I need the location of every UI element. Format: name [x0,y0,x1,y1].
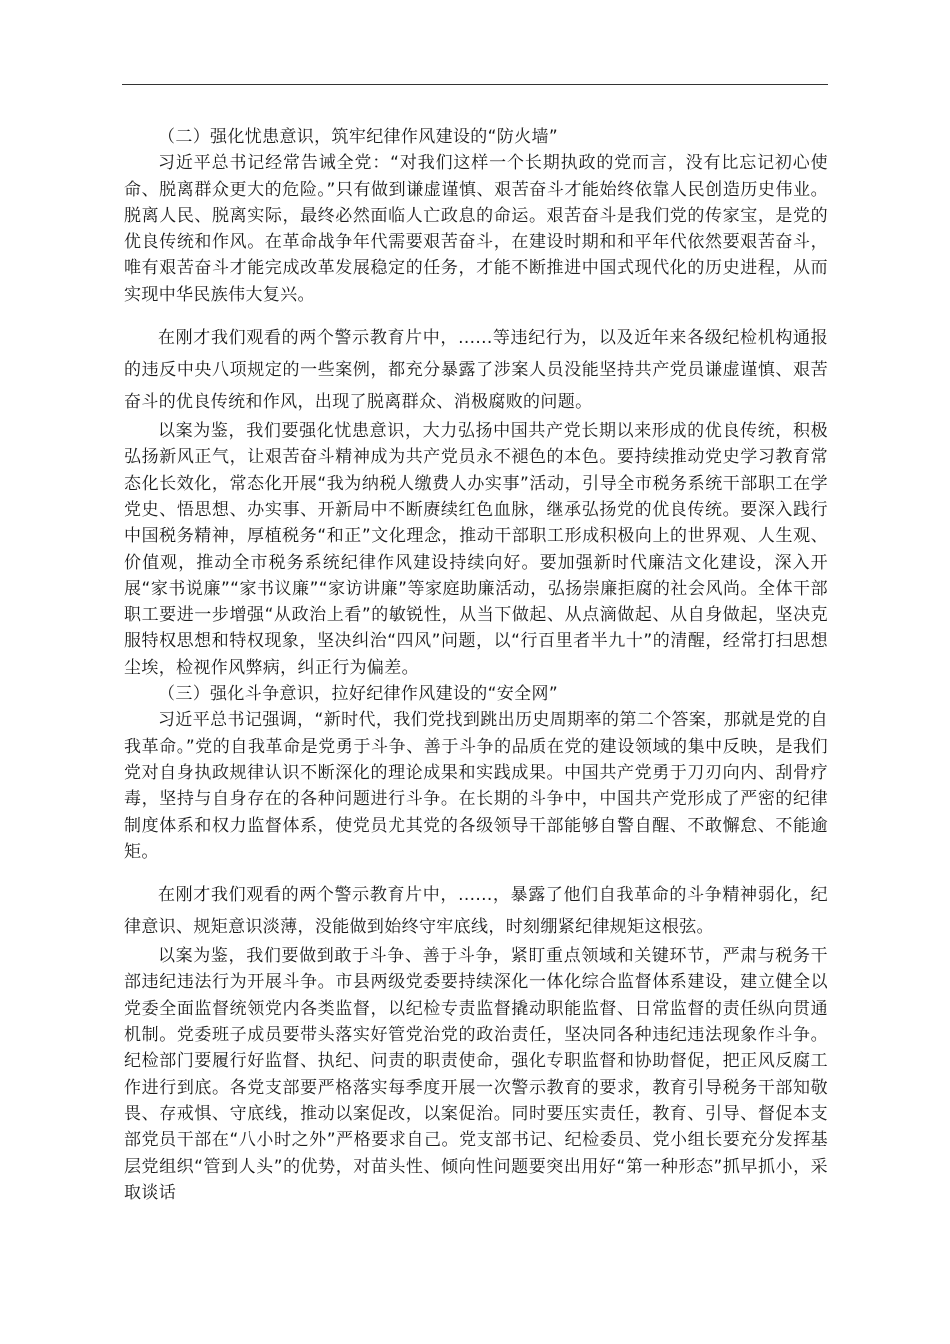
document-body [124,124,828,1206]
section-heading-3: （三）强化斗争意识，拉好纪律作风建设的“安全网” [158,684,559,705]
paragraph: 习近平总书记强调，“新时代，我们党找到跳出历史周期率的第二个答案，那就是党的自我革命。”党的自我革命是党勇于斗争、善于斗争的品质在党的建设领域的集中反映，是我们党对自身执政规律认识不断深化的理论成果和实践成果。中国共产党勇于刀刃向内、刮骨疗毒，坚持与自身存在的各种问题进行斗争。在长期的斗争中，中国共产党形成了严密的纪律制度体系和权力监督体系，使党员尤其党的各级领导干部能够自警自醒、不敢懈怠、不能逾矩。 [124,710,828,862]
paragraph: 在刚才我们观看的两个警示教育片中，......，暴露了他们自我革命的斗争精神弱化，纪律意识、规矩意识淡薄，没能做到始终守牢底线，时刻绷紧纪律规矩这根弦。 [124,885,828,938]
paragraph: 在刚才我们观看的两个警示教育片中，......等违纪行为，以及近年来各级纪检机构通报的违反中央八项规定的一些案例，都充分暴露了涉案人员没能坚持共产党员谦虚谨慎、艰苦奋斗的优良传统和作风，出现了脱离群众、消极腐败的问题。 [124,328,828,413]
section-heading-2: （二）强化忧患意识，筑牢纪律作风建设的“防火墙” [158,127,559,147]
paragraph: 以案为鉴，我们要强化忧患意识，大力弘扬中国共产党长期以来形成的优良传统，积极弘扬新风正气，让艰苦奋斗精神成为共产党员永不褪色的本色。要持续推动党史学习教育常态化长效化，常态化开展“我为纳税人缴费人办实事”活动，引导全市税务系统干部职工在学党史、悟思想、办实事、开新局中不断赓续红色血脉，继承弘扬党的优良传统。要深入践行中国税务精神，厚植税务“和正”文化理念，推动干部职工形成积极向上的世界观、人生观、价值观，推动全市税务系统纪律作风建设持续向好。要加强新时代廉洁文化建设，深入开展“家书说廉”“家书议廉”“家访讲廉”等家庭助廉活动，弘扬崇廉拒腐的社会风尚。全体干部职工要进一步增强“从政治上看”的敏锐性，从当下做起、从点滴做起、从自身做起，坚决克服特权思想和特权现象，坚决纠治“四风”问题，以“行百里者半九十”的清醒，经常打扫思想尘埃，检视作风弊病，纠正行为偏差。 [124,421,828,678]
paragraph: 以案为鉴，我们要做到敢于斗争、善于斗争，紧盯重点领域和关键环节，严肃与税务干部违纪违法行为开展斗争。市县两级党委要持续深化一体化综合监督体系建设，建立健全以党委全面监督统领党内各类监督，以纪检专责监督撬动职能监督、日常监督的责任纵向贯通机制。党委班子成员要带头落实好管党治党的政治责任，坚决同各种违纪违法现象作斗争。纪检部门要履行好监督、执纪、问责的职责使命，强化专职监督和协助督促，把正风反腐工作进行到底。各党支部要严格落实每季度开展一次警示教育的要求，教育引导税务干部知敬畏、存戒惧、守底线，推动以案促改，以案促治。同时要压实责任，教育、引导、督促本支部党员干部在“八小时之外”严格要求自己。党支部书记、纪检委员、党小组长要充分发挥基层党组织“管到人头”的优势，对苗头性、倾向性问题要突出用好“第一种形态”抓早抓小，采取谈话 [124,946,828,1203]
header-rule [122,84,828,85]
paragraph: 习近平总书记经常告诫全党：“对我们这样一个长期执政的党而言，没有比忘记初心使命、脱离群众更大的危险。”只有做到谦虚谨慎、艰苦奋斗才能始终依靠人民创造历史伟业。脱离人民、脱离实际，最终必然面临人亡政息的命运。艰苦奋斗是我们党的传家宝，是党的优良传统和作风。在革命战争年代需要艰苦奋斗，在建设时期和和平年代依然要艰苦奋斗，唯有艰苦奋斗才能完成改革发展稳定的任务，才能不断推进中国式现代化的历史进程，从而实现中华民族伟大复兴。 [124,153,828,305]
